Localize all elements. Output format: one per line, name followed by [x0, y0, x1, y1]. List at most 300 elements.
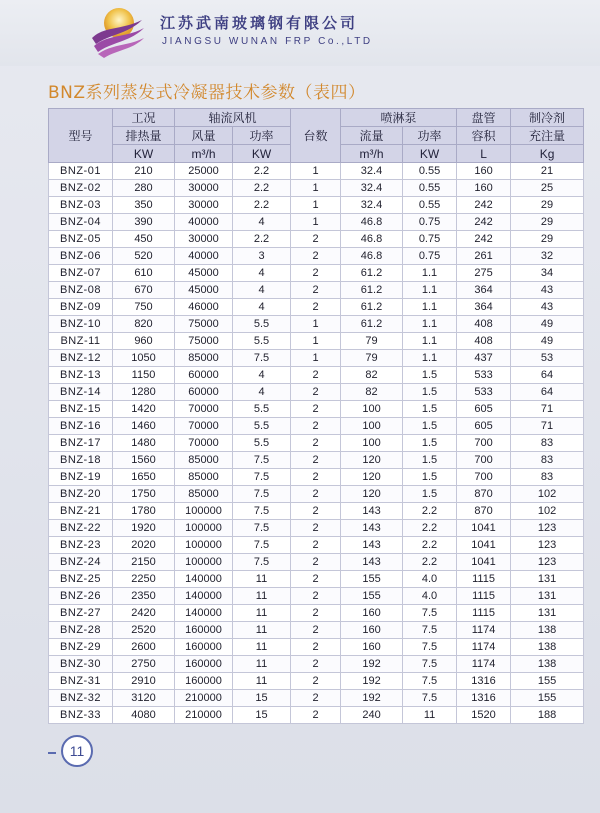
cell-fan-airflow: 140000 [175, 605, 233, 622]
cell-refrigerant-charge: 155 [511, 673, 584, 690]
cell-model: BNZ-17 [49, 435, 113, 452]
cell-fan-power: 4 [233, 384, 291, 401]
cell-model: BNZ-19 [49, 469, 113, 486]
cell-pump-power: 4.0 [403, 588, 457, 605]
cell-refrigerant-charge: 49 [511, 333, 584, 350]
cell-heat-rejection: 1480 [113, 435, 175, 452]
cell-model: BNZ-27 [49, 605, 113, 622]
cell-heat-rejection: 1780 [113, 503, 175, 520]
cell-pump-flow: 192 [341, 656, 403, 673]
header-pump-group: 喷淋泵 [341, 109, 457, 127]
table-row [49, 588, 584, 605]
table-row [49, 367, 584, 384]
cell-fan-power: 7.5 [233, 469, 291, 486]
table-row [49, 418, 584, 435]
cell-coil-volume: 1174 [457, 639, 511, 656]
cell-fan-count: 2 [291, 265, 341, 282]
cell-pump-power: 1.5 [403, 435, 457, 452]
cell-heat-rejection: 1420 [113, 401, 175, 418]
cell-pump-power: 7.5 [403, 690, 457, 707]
cell-pump-power: 7.5 [403, 639, 457, 656]
header-fan-air: 风量 [175, 127, 233, 145]
cell-fan-airflow: 140000 [175, 588, 233, 605]
cell-fan-power: 2.2 [233, 231, 291, 248]
cell-pump-power: 1.5 [403, 418, 457, 435]
cell-heat-rejection: 2350 [113, 588, 175, 605]
cell-fan-airflow: 85000 [175, 486, 233, 503]
cell-pump-power: 1.1 [403, 282, 457, 299]
unit-pump-power: KW [403, 145, 457, 163]
table-row [49, 673, 584, 690]
cell-pump-power: 0.55 [403, 163, 457, 180]
cell-pump-power: 1.5 [403, 367, 457, 384]
cell-heat-rejection: 2150 [113, 554, 175, 571]
cell-heat-rejection: 280 [113, 180, 175, 197]
cell-model: BNZ-05 [49, 231, 113, 248]
cell-fan-count: 1 [291, 163, 341, 180]
cell-heat-rejection: 1150 [113, 367, 175, 384]
page-header [0, 0, 600, 66]
cell-heat-rejection: 520 [113, 248, 175, 265]
cell-fan-airflow: 100000 [175, 520, 233, 537]
cell-refrigerant-charge: 71 [511, 401, 584, 418]
cell-model: BNZ-02 [49, 180, 113, 197]
cell-fan-count: 1 [291, 350, 341, 367]
cell-coil-volume: 1316 [457, 690, 511, 707]
cell-heat-rejection: 960 [113, 333, 175, 350]
table-row [49, 350, 584, 367]
cell-fan-count: 2 [291, 384, 341, 401]
table-row [49, 452, 584, 469]
table-row [49, 248, 584, 265]
cell-fan-airflow: 60000 [175, 384, 233, 401]
cell-fan-count: 2 [291, 418, 341, 435]
cell-fan-power: 5.5 [233, 401, 291, 418]
cell-fan-airflow: 160000 [175, 639, 233, 656]
unit-pump-flow: m³/h [341, 145, 403, 163]
cell-pump-power: 0.75 [403, 231, 457, 248]
cell-coil-volume: 605 [457, 418, 511, 435]
cell-coil-volume: 605 [457, 401, 511, 418]
cell-refrigerant-charge: 131 [511, 588, 584, 605]
cell-fan-count: 2 [291, 469, 341, 486]
cell-refrigerant-charge: 102 [511, 486, 584, 503]
cell-fan-airflow: 30000 [175, 197, 233, 214]
table-row [49, 554, 584, 571]
cell-heat-rejection: 3120 [113, 690, 175, 707]
cell-pump-flow: 160 [341, 622, 403, 639]
cell-coil-volume: 533 [457, 384, 511, 401]
cell-model: BNZ-26 [49, 588, 113, 605]
cell-fan-power: 5.5 [233, 316, 291, 333]
cell-fan-airflow: 46000 [175, 299, 233, 316]
cell-fan-power: 11 [233, 588, 291, 605]
cell-coil-volume: 1041 [457, 537, 511, 554]
cell-model: BNZ-31 [49, 673, 113, 690]
cell-refrigerant-charge: 131 [511, 571, 584, 588]
cell-fan-count: 1 [291, 316, 341, 333]
cell-fan-count: 2 [291, 656, 341, 673]
table-row [49, 333, 584, 350]
cell-fan-count: 2 [291, 367, 341, 384]
header-refrigerant-line2: 充注量 [511, 127, 584, 145]
cell-model: BNZ-15 [49, 401, 113, 418]
cell-pump-power: 7.5 [403, 622, 457, 639]
cell-coil-volume: 408 [457, 316, 511, 333]
cell-fan-power: 11 [233, 571, 291, 588]
table-row [49, 537, 584, 554]
table-row [49, 316, 584, 333]
cell-fan-airflow: 140000 [175, 571, 233, 588]
cell-pump-flow: 143 [341, 520, 403, 537]
cell-pump-flow: 155 [341, 588, 403, 605]
cell-refrigerant-charge: 102 [511, 503, 584, 520]
cell-fan-count: 2 [291, 588, 341, 605]
cell-pump-flow: 46.8 [341, 214, 403, 231]
cell-heat-rejection: 2910 [113, 673, 175, 690]
cell-pump-flow: 143 [341, 503, 403, 520]
cell-fan-power: 11 [233, 639, 291, 656]
cell-pump-power: 1.5 [403, 469, 457, 486]
cell-model: BNZ-18 [49, 452, 113, 469]
cell-refrigerant-charge: 25 [511, 180, 584, 197]
table-row [49, 605, 584, 622]
cell-model: BNZ-06 [49, 248, 113, 265]
cell-coil-volume: 242 [457, 197, 511, 214]
cell-pump-power: 2.2 [403, 520, 457, 537]
cell-fan-airflow: 60000 [175, 367, 233, 384]
cell-pump-flow: 120 [341, 452, 403, 469]
cell-fan-count: 2 [291, 622, 341, 639]
cell-pump-flow: 46.8 [341, 231, 403, 248]
cell-fan-power: 7.5 [233, 350, 291, 367]
cell-fan-count: 2 [291, 690, 341, 707]
cell-fan-airflow: 160000 [175, 622, 233, 639]
cell-refrigerant-charge: 49 [511, 316, 584, 333]
cell-pump-flow: 120 [341, 469, 403, 486]
cell-coil-volume: 408 [457, 333, 511, 350]
cell-coil-volume: 1174 [457, 656, 511, 673]
cell-fan-power: 7.5 [233, 486, 291, 503]
cell-fan-count: 2 [291, 571, 341, 588]
cell-fan-power: 7.5 [233, 554, 291, 571]
cell-pump-flow: 120 [341, 486, 403, 503]
cell-refrigerant-charge: 53 [511, 350, 584, 367]
table-row [49, 571, 584, 588]
header-coil-line1: 盘管 [457, 109, 511, 127]
cell-coil-volume: 1115 [457, 588, 511, 605]
cell-fan-count: 2 [291, 537, 341, 554]
cell-fan-airflow: 70000 [175, 418, 233, 435]
cell-pump-power: 1.5 [403, 401, 457, 418]
cell-pump-power: 4.0 [403, 571, 457, 588]
cell-pump-flow: 143 [341, 554, 403, 571]
table-row [49, 384, 584, 401]
header-fan-group: 轴流风机 [175, 109, 291, 127]
cell-heat-rejection: 2750 [113, 656, 175, 673]
cell-model: BNZ-04 [49, 214, 113, 231]
cell-pump-power: 7.5 [403, 605, 457, 622]
cell-pump-flow: 32.4 [341, 197, 403, 214]
cell-heat-rejection: 450 [113, 231, 175, 248]
wave-swirl-logo-icon [88, 4, 146, 60]
cell-fan-count: 2 [291, 299, 341, 316]
cell-coil-volume: 700 [457, 435, 511, 452]
cell-fan-power: 4 [233, 214, 291, 231]
unit-fan-power: KW [233, 145, 291, 163]
spec-table-container [48, 108, 583, 724]
cell-fan-airflow: 160000 [175, 673, 233, 690]
cell-pump-power: 1.1 [403, 350, 457, 367]
cell-heat-rejection: 1050 [113, 350, 175, 367]
cell-fan-power: 7.5 [233, 537, 291, 554]
cell-coil-volume: 242 [457, 214, 511, 231]
cell-pump-flow: 160 [341, 639, 403, 656]
table-row [49, 282, 584, 299]
cell-fan-airflow: 75000 [175, 316, 233, 333]
cell-model: BNZ-24 [49, 554, 113, 571]
header-heat-line2: 排热量 [113, 127, 175, 145]
header-refrigerant-line1: 制冷剂 [511, 109, 584, 127]
cell-pump-flow: 160 [341, 605, 403, 622]
cell-refrigerant-charge: 123 [511, 537, 584, 554]
cell-fan-airflow: 85000 [175, 469, 233, 486]
cell-refrigerant-charge: 123 [511, 554, 584, 571]
cell-fan-airflow: 100000 [175, 554, 233, 571]
cell-fan-airflow: 85000 [175, 350, 233, 367]
cell-coil-volume: 1115 [457, 605, 511, 622]
cell-heat-rejection: 670 [113, 282, 175, 299]
cell-model: BNZ-07 [49, 265, 113, 282]
cell-model: BNZ-16 [49, 418, 113, 435]
cell-refrigerant-charge: 34 [511, 265, 584, 282]
cell-coil-volume: 1041 [457, 554, 511, 571]
cell-fan-airflow: 210000 [175, 707, 233, 724]
header-fan-count: 台数 [291, 109, 341, 163]
cell-fan-power: 11 [233, 656, 291, 673]
table-row [49, 163, 584, 180]
cell-coil-volume: 533 [457, 367, 511, 384]
cell-model: BNZ-01 [49, 163, 113, 180]
cell-pump-flow: 155 [341, 571, 403, 588]
cell-fan-power: 4 [233, 282, 291, 299]
cell-coil-volume: 700 [457, 469, 511, 486]
cell-model: BNZ-22 [49, 520, 113, 537]
cell-fan-airflow: 40000 [175, 214, 233, 231]
cell-heat-rejection: 2250 [113, 571, 175, 588]
cell-heat-rejection: 2420 [113, 605, 175, 622]
cell-refrigerant-charge: 29 [511, 197, 584, 214]
company-name-en: JIANGSU WUNAN FRP Co.,LTD [162, 36, 373, 47]
cell-fan-power: 7.5 [233, 520, 291, 537]
cell-pump-flow: 100 [341, 418, 403, 435]
cell-fan-power: 5.5 [233, 418, 291, 435]
cell-model: BNZ-20 [49, 486, 113, 503]
cell-pump-flow: 32.4 [341, 163, 403, 180]
cell-fan-power: 7.5 [233, 503, 291, 520]
table-header [49, 109, 584, 163]
cell-fan-count: 2 [291, 486, 341, 503]
table-row [49, 656, 584, 673]
cell-refrigerant-charge: 138 [511, 639, 584, 656]
cell-fan-power: 15 [233, 707, 291, 724]
cell-heat-rejection: 350 [113, 197, 175, 214]
table-row [49, 503, 584, 520]
cell-model: BNZ-25 [49, 571, 113, 588]
cell-refrigerant-charge: 32 [511, 248, 584, 265]
table-row [49, 469, 584, 486]
cell-fan-airflow: 45000 [175, 265, 233, 282]
table-row [49, 486, 584, 503]
table-row [49, 690, 584, 707]
unit-fan-air: m³/h [175, 145, 233, 163]
cell-pump-power: 2.2 [403, 537, 457, 554]
cell-pump-flow: 82 [341, 384, 403, 401]
cell-pump-power: 0.75 [403, 214, 457, 231]
cell-refrigerant-charge: 64 [511, 367, 584, 384]
cell-fan-count: 2 [291, 452, 341, 469]
cell-pump-power: 1.5 [403, 452, 457, 469]
cell-pump-power: 1.1 [403, 316, 457, 333]
cell-fan-power: 4 [233, 299, 291, 316]
cell-refrigerant-charge: 43 [511, 282, 584, 299]
cell-fan-airflow: 100000 [175, 503, 233, 520]
table-row [49, 520, 584, 537]
cell-fan-count: 2 [291, 554, 341, 571]
table-row [49, 231, 584, 248]
cell-coil-volume: 261 [457, 248, 511, 265]
cell-pump-flow: 240 [341, 707, 403, 724]
cell-fan-count: 2 [291, 282, 341, 299]
cell-refrigerant-charge: 64 [511, 384, 584, 401]
cell-fan-power: 4 [233, 367, 291, 384]
table-body [49, 163, 584, 724]
cell-refrigerant-charge: 131 [511, 605, 584, 622]
table-row [49, 707, 584, 724]
cell-heat-rejection: 1460 [113, 418, 175, 435]
unit-coil: L [457, 145, 511, 163]
cell-pump-power: 1.1 [403, 333, 457, 350]
cell-refrigerant-charge: 83 [511, 452, 584, 469]
page-number: 11 [61, 735, 93, 767]
company-name-cn: 江苏武南玻璃钢有限公司 [160, 14, 359, 32]
cell-pump-flow: 100 [341, 401, 403, 418]
cell-fan-airflow: 70000 [175, 401, 233, 418]
table-row [49, 265, 584, 282]
header-pump-flow: 流量 [341, 127, 403, 145]
cell-pump-flow: 46.8 [341, 248, 403, 265]
cell-fan-power: 11 [233, 673, 291, 690]
cell-coil-volume: 364 [457, 282, 511, 299]
cell-coil-volume: 275 [457, 265, 511, 282]
cell-model: BNZ-03 [49, 197, 113, 214]
cell-pump-flow: 192 [341, 690, 403, 707]
cell-fan-airflow: 25000 [175, 163, 233, 180]
cell-heat-rejection: 2020 [113, 537, 175, 554]
header-heat-line1: 工况 [113, 109, 175, 127]
cell-model: BNZ-21 [49, 503, 113, 520]
cell-coil-volume: 1520 [457, 707, 511, 724]
cell-heat-rejection: 750 [113, 299, 175, 316]
table-row [49, 435, 584, 452]
cell-model: BNZ-23 [49, 537, 113, 554]
cell-model: BNZ-33 [49, 707, 113, 724]
cell-fan-power: 2.2 [233, 197, 291, 214]
header-fan-power: 功率 [233, 127, 291, 145]
cell-coil-volume: 1174 [457, 622, 511, 639]
cell-model: BNZ-08 [49, 282, 113, 299]
page-title: BNZ系列蒸发式冷凝器技术参数（表四） [48, 83, 366, 103]
cell-fan-count: 1 [291, 180, 341, 197]
header-model: 型号 [49, 109, 113, 163]
cell-fan-power: 2.2 [233, 180, 291, 197]
cell-coil-volume: 870 [457, 503, 511, 520]
cell-model: BNZ-12 [49, 350, 113, 367]
cell-heat-rejection: 610 [113, 265, 175, 282]
cell-fan-airflow: 100000 [175, 537, 233, 554]
table-row [49, 180, 584, 197]
cell-pump-power: 7.5 [403, 656, 457, 673]
cell-refrigerant-charge: 138 [511, 656, 584, 673]
cell-pump-power: 1.1 [403, 265, 457, 282]
cell-heat-rejection: 210 [113, 163, 175, 180]
cell-refrigerant-charge: 43 [511, 299, 584, 316]
cell-model: BNZ-30 [49, 656, 113, 673]
table-row [49, 197, 584, 214]
cell-pump-power: 1.5 [403, 384, 457, 401]
cell-refrigerant-charge: 155 [511, 690, 584, 707]
cell-coil-volume: 1316 [457, 673, 511, 690]
cell-refrigerant-charge: 71 [511, 418, 584, 435]
cell-refrigerant-charge: 21 [511, 163, 584, 180]
cell-coil-volume: 1041 [457, 520, 511, 537]
table-row [49, 299, 584, 316]
header-pump-power: 功率 [403, 127, 457, 145]
cell-pump-flow: 79 [341, 333, 403, 350]
cell-fan-airflow: 45000 [175, 282, 233, 299]
cell-fan-power: 5.5 [233, 435, 291, 452]
cell-pump-power: 0.55 [403, 197, 457, 214]
table-row [49, 214, 584, 231]
cell-fan-power: 4 [233, 265, 291, 282]
cell-refrigerant-charge: 83 [511, 435, 584, 452]
table-row [49, 639, 584, 656]
cell-fan-count: 2 [291, 673, 341, 690]
cell-fan-count: 2 [291, 248, 341, 265]
cell-coil-volume: 364 [457, 299, 511, 316]
cell-fan-airflow: 70000 [175, 435, 233, 452]
cell-refrigerant-charge: 123 [511, 520, 584, 537]
unit-heat: KW [113, 145, 175, 163]
cell-refrigerant-charge: 138 [511, 622, 584, 639]
cell-pump-power: 0.75 [403, 248, 457, 265]
table-row [49, 401, 584, 418]
cell-fan-airflow: 160000 [175, 656, 233, 673]
cell-fan-count: 2 [291, 605, 341, 622]
cell-fan-power: 11 [233, 622, 291, 639]
cell-coil-volume: 1115 [457, 571, 511, 588]
cell-model: BNZ-13 [49, 367, 113, 384]
cell-model: BNZ-09 [49, 299, 113, 316]
cell-heat-rejection: 2520 [113, 622, 175, 639]
cell-pump-flow: 61.2 [341, 265, 403, 282]
cell-pump-flow: 61.2 [341, 299, 403, 316]
cell-heat-rejection: 1650 [113, 469, 175, 486]
cell-fan-power: 7.5 [233, 452, 291, 469]
cell-heat-rejection: 1920 [113, 520, 175, 537]
cell-pump-power: 1.5 [403, 486, 457, 503]
cell-fan-airflow: 30000 [175, 180, 233, 197]
